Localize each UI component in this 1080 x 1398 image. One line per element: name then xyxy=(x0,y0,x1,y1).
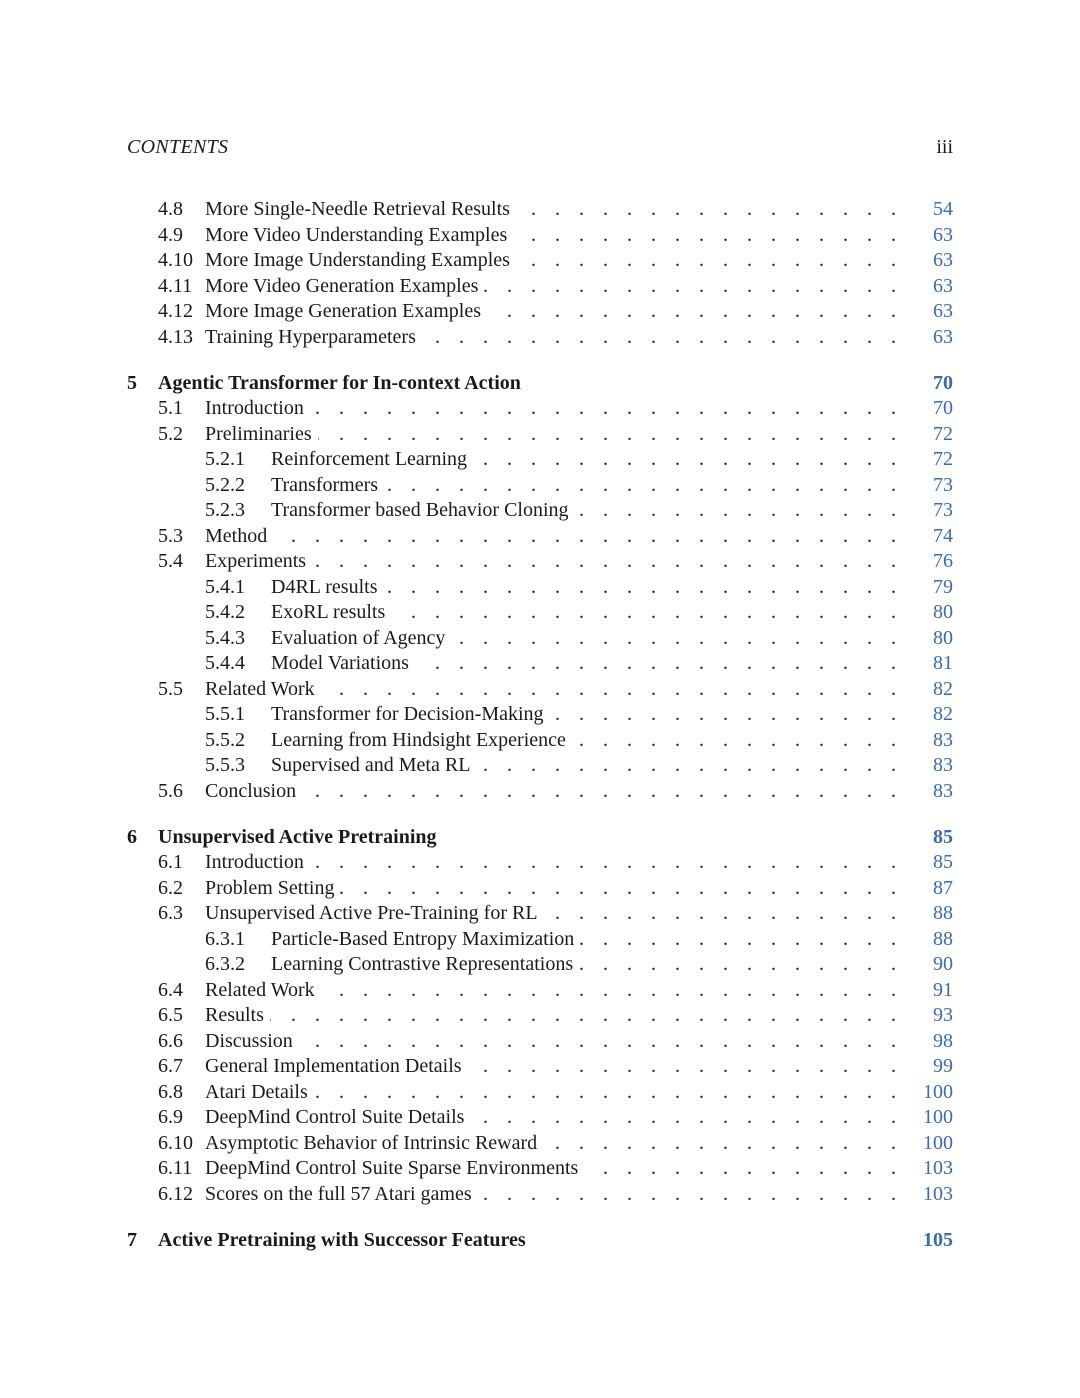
dot-leader xyxy=(340,876,903,902)
toc-page-link[interactable]: 98 xyxy=(933,1029,953,1052)
dot-leader xyxy=(550,702,903,728)
toc-subsection-entry[interactable] xyxy=(127,575,953,601)
toc-entry-number: 6.5 xyxy=(158,1004,183,1026)
dot-leader xyxy=(580,927,903,953)
toc-section-entry[interactable] xyxy=(127,396,953,422)
toc-page-link[interactable]: 83 xyxy=(933,728,953,751)
toc-page-link[interactable]: 91 xyxy=(933,978,953,1001)
toc-page-link[interactable]: 100 xyxy=(923,1131,953,1154)
toc-entry-title: Atari Details xyxy=(205,1080,308,1103)
toc-entry-number: 4.9 xyxy=(158,223,183,246)
toc-entry-title: D4RL results xyxy=(271,575,378,598)
dot-leader xyxy=(468,1054,903,1080)
toc-subsection-entry[interactable] xyxy=(127,447,953,473)
page-header xyxy=(127,134,953,160)
toc-entry-number: 4.11 xyxy=(158,274,193,297)
toc-page-link[interactable]: 83 xyxy=(933,754,953,776)
toc-entry-title: DeepMind Control Suite Details xyxy=(205,1106,465,1128)
table-of-contents xyxy=(127,197,953,1253)
toc-section-entry[interactable] xyxy=(127,978,953,1004)
toc-page-link[interactable]: 73 xyxy=(933,499,953,521)
toc-entry-number: 6.10 xyxy=(158,1131,193,1154)
toc-entry-number: 5.5.3 xyxy=(205,754,245,776)
toc-entry-title: Introduction xyxy=(205,851,304,873)
running-head: CONTENTS xyxy=(127,136,229,158)
toc-entry-title: Reinforcement Learning xyxy=(271,448,468,470)
toc-section-entry[interactable] xyxy=(127,274,953,300)
toc-page-link[interactable]: 63 xyxy=(933,223,953,246)
toc-entry-number: 5.5.2 xyxy=(205,728,245,751)
toc-entry-number: 6.2 xyxy=(158,876,183,899)
toc-section-entry[interactable] xyxy=(127,299,953,325)
dot-leader xyxy=(579,952,903,978)
dot-leader xyxy=(273,524,903,550)
toc-entry-title: Conclusion xyxy=(205,779,297,802)
toc-page-link[interactable]: 88 xyxy=(933,927,953,950)
toc-entry-title: Model Variations xyxy=(271,652,409,674)
toc-entry-number: 4.10 xyxy=(158,249,193,271)
toc-section-entry[interactable] xyxy=(127,779,953,805)
toc-section-entry[interactable] xyxy=(127,422,953,448)
dot-leader xyxy=(473,447,903,473)
toc-entry-title: Transformers xyxy=(271,473,379,496)
toc-entry-number: 6.3.2 xyxy=(205,953,245,975)
toc-subsection-entry[interactable] xyxy=(127,927,953,953)
toc-section-entry[interactable] xyxy=(127,524,953,550)
toc-section-entry[interactable] xyxy=(127,1003,953,1029)
toc-entry-number: 5.4.4 xyxy=(205,652,245,674)
dot-leader xyxy=(422,325,903,351)
toc-entry-number: 4.12 xyxy=(158,300,193,322)
toc-entry-number: 6.7 xyxy=(158,1055,183,1077)
toc-chapter-entry[interactable] xyxy=(127,371,953,397)
dot-leader xyxy=(310,396,903,422)
toc-entry-title: Active Pretraining with Successor Features xyxy=(158,1228,526,1251)
dot-leader xyxy=(487,299,903,325)
toc-entry-title: Transformer based Behavior Cloning xyxy=(271,499,569,521)
dot-leader xyxy=(321,677,903,703)
dot-leader xyxy=(415,651,903,677)
toc-entry-title: DeepMind Control Suite Sparse Environments xyxy=(205,1157,579,1179)
toc-page-link[interactable]: 81 xyxy=(933,652,953,674)
toc-page-link[interactable]: 87 xyxy=(933,876,953,899)
toc-entry-title: Supervised and Meta RL xyxy=(271,754,471,776)
toc-page-link[interactable]: 80 xyxy=(933,601,953,623)
toc-page-link[interactable]: 54 xyxy=(933,198,953,220)
dot-leader xyxy=(575,498,903,524)
dot-leader xyxy=(314,1080,903,1106)
toc-section-entry[interactable] xyxy=(127,1080,953,1106)
dot-leader xyxy=(384,473,903,499)
toc-chapter-entry[interactable] xyxy=(127,825,953,851)
toc-entry-number: 7 xyxy=(127,1228,137,1251)
toc-subsection-entry[interactable] xyxy=(127,600,953,626)
toc-entry-number: 6.8 xyxy=(158,1080,183,1103)
dot-leader xyxy=(584,1156,903,1182)
toc-page-link[interactable]: 80 xyxy=(933,626,953,649)
toc-page-link[interactable]: 93 xyxy=(933,1004,953,1026)
toc-subsection-entry[interactable] xyxy=(127,498,953,524)
toc-entry-title: Learning Contrastive Representations xyxy=(271,953,574,975)
dot-leader xyxy=(451,626,903,652)
toc-section-entry[interactable] xyxy=(127,876,953,902)
dot-leader xyxy=(572,728,903,754)
toc-entry-title: Results xyxy=(205,1004,264,1026)
dot-leader xyxy=(476,753,903,779)
toc-entry-number: 5.2.3 xyxy=(205,499,245,521)
toc-entry-title: More Video Generation Examples xyxy=(205,274,479,297)
toc-section-entry[interactable] xyxy=(127,549,953,575)
toc-section-entry[interactable] xyxy=(127,1131,953,1157)
toc-entry-number: 6.3 xyxy=(158,902,183,924)
dot-leader xyxy=(478,1182,903,1208)
toc-page-link[interactable]: 74 xyxy=(933,524,953,547)
toc-page-link[interactable]: 90 xyxy=(933,953,953,975)
dot-leader xyxy=(321,978,903,1004)
toc-subsection-entry[interactable] xyxy=(127,702,953,728)
toc-entry-number: 6.9 xyxy=(158,1106,183,1128)
toc-entry-number: 6.12 xyxy=(158,1182,193,1205)
dot-leader xyxy=(513,223,903,249)
toc-entry-title: More Video Understanding Examples xyxy=(205,223,508,246)
toc-page-link[interactable]: 88 xyxy=(933,902,953,924)
toc-entry-title: Evaluation of Agency xyxy=(271,626,446,649)
toc-page-link[interactable]: 100 xyxy=(923,1080,953,1103)
toc-entry-number: 6.11 xyxy=(158,1157,193,1179)
dot-leader xyxy=(544,901,903,927)
toc-entry-title: Problem Setting xyxy=(205,876,335,899)
toc-section-entry[interactable] xyxy=(127,901,953,927)
toc-page-link[interactable]: 72 xyxy=(933,448,953,470)
toc-page-link[interactable]: 63 xyxy=(933,274,953,297)
toc-section-entry[interactable] xyxy=(127,223,953,249)
toc-entry-number: 6.6 xyxy=(158,1029,183,1052)
toc-section-entry[interactable] xyxy=(127,1182,953,1208)
toc-entry-number: 5.1 xyxy=(158,397,183,419)
toc-page-link[interactable]: 63 xyxy=(933,300,953,322)
toc-entry-number: 5.4.3 xyxy=(205,626,245,649)
dot-leader xyxy=(302,779,903,805)
toc-page-link[interactable]: 82 xyxy=(933,703,953,725)
toc-subsection-entry[interactable] xyxy=(127,651,953,677)
toc-entry-title: Preliminaries xyxy=(205,422,312,445)
toc-subsection-entry[interactable] xyxy=(127,728,953,754)
toc-section-entry[interactable] xyxy=(127,850,953,876)
toc-page-link[interactable]: 82 xyxy=(933,677,953,700)
toc-entry-title: More Image Understanding Examples xyxy=(205,249,510,271)
dot-leader xyxy=(383,575,903,601)
toc-page-link[interactable]: 70 xyxy=(933,397,953,419)
toc-entry-title: Learning from Hindsight Experience xyxy=(271,728,566,751)
toc-entry-title: Related Work xyxy=(205,978,315,1001)
toc-section-entry[interactable] xyxy=(127,197,953,223)
dot-leader xyxy=(516,248,903,274)
toc-entry-title: More Single-Needle Retrieval Results xyxy=(205,198,510,220)
toc-section-entry[interactable] xyxy=(127,1105,953,1131)
toc-entry-number: 5.4.1 xyxy=(205,575,245,598)
toc-page-link[interactable]: 105 xyxy=(923,1228,953,1251)
dot-leader xyxy=(484,274,903,300)
toc-entry-title: Asymptotic Behavior of Intrinsic Reward xyxy=(205,1131,538,1154)
toc-page-link[interactable]: 85 xyxy=(933,825,953,848)
dot-leader xyxy=(299,1029,903,1055)
toc-entry-title: Related Work xyxy=(205,677,315,700)
toc-page-link[interactable]: 70 xyxy=(933,371,953,394)
toc-entry-title: Transformer for Decision-Making xyxy=(271,703,544,725)
dot-leader xyxy=(391,600,903,626)
toc-entry-title: Unsupervised Active Pre-Training for RL xyxy=(205,902,538,924)
toc-section-entry[interactable] xyxy=(127,248,953,274)
toc-page-link[interactable]: 63 xyxy=(933,249,953,271)
dot-leader xyxy=(470,1105,903,1131)
dot-leader xyxy=(310,850,903,876)
toc-entry-title: Training Hyperparameters xyxy=(205,325,416,348)
toc-entry-number: 5.3 xyxy=(158,524,183,547)
toc-page-link[interactable]: 85 xyxy=(933,851,953,873)
toc-entry-number: 5.5 xyxy=(158,677,183,700)
dot-leader xyxy=(516,197,903,223)
toc-entry-title: Agentic Transformer for In-context Action xyxy=(158,371,521,394)
toc-entry-number: 6.4 xyxy=(158,978,183,1001)
toc-subsection-entry[interactable] xyxy=(127,473,953,499)
toc-subsection-entry[interactable] xyxy=(127,753,953,779)
toc-page-link[interactable]: 79 xyxy=(933,575,953,598)
toc-entry-title: More Image Generation Examples xyxy=(205,300,482,322)
toc-section-entry[interactable] xyxy=(127,325,953,351)
toc-entry-title: Discussion xyxy=(205,1029,293,1052)
toc-entry-number: 4.8 xyxy=(158,198,183,220)
toc-subsection-entry[interactable] xyxy=(127,952,953,978)
toc-entry-number: 6.1 xyxy=(158,851,183,873)
toc-subsection-entry[interactable] xyxy=(127,626,953,652)
toc-entry-title: Scores on the full 57 Atari games xyxy=(205,1182,472,1205)
toc-page-link[interactable]: 72 xyxy=(933,422,953,445)
toc-entry-number: 5.2.2 xyxy=(205,473,245,496)
toc-section-entry[interactable] xyxy=(127,1156,953,1182)
toc-page-link[interactable]: 73 xyxy=(933,473,953,496)
dot-leader xyxy=(270,1003,903,1029)
toc-page-link[interactable]: 63 xyxy=(933,325,953,348)
toc-page-link[interactable]: 76 xyxy=(933,550,953,572)
page-number: iii xyxy=(936,136,953,158)
toc-page-link[interactable]: 100 xyxy=(923,1106,953,1128)
toc-chapter-entry[interactable] xyxy=(127,1228,953,1254)
toc-entry-title: Introduction xyxy=(205,397,304,419)
dot-leader xyxy=(312,549,903,575)
toc-entry-title: Particle-Based Entropy Maximization xyxy=(271,927,575,950)
toc-section-entry[interactable] xyxy=(127,1029,953,1055)
toc-entry-number: 5.4.2 xyxy=(205,601,245,623)
toc-entry-title: Experiments xyxy=(205,550,307,572)
toc-page-link[interactable]: 83 xyxy=(933,779,953,802)
toc-entry-title: Unsupervised Active Pretraining xyxy=(158,825,437,848)
toc-entry-number: 5.2.1 xyxy=(205,448,245,470)
dot-leader xyxy=(543,1131,903,1157)
toc-entry-number: 5.5.1 xyxy=(205,703,245,725)
toc-page-link[interactable]: 99 xyxy=(933,1055,953,1077)
toc-entry-number: 5 xyxy=(127,371,137,394)
toc-entry-number: 6 xyxy=(127,825,137,848)
toc-entry-number: 5.2 xyxy=(158,422,183,445)
toc-entry-title: Method xyxy=(205,524,268,547)
toc-entry-number: 6.3.1 xyxy=(205,927,245,950)
toc-section-entry[interactable] xyxy=(127,677,953,703)
toc-entry-title: ExoRL results xyxy=(271,601,386,623)
toc-entry-number: 5.6 xyxy=(158,779,183,802)
toc-section-entry[interactable] xyxy=(127,1054,953,1080)
dot-leader xyxy=(318,422,903,448)
toc-entry-title: General Implementation Details xyxy=(205,1055,462,1077)
toc-page-link[interactable]: 103 xyxy=(923,1182,953,1205)
toc-entry-number: 4.13 xyxy=(158,325,193,348)
toc-entry-number: 5.4 xyxy=(158,550,183,572)
toc-page-link[interactable]: 103 xyxy=(923,1157,953,1179)
